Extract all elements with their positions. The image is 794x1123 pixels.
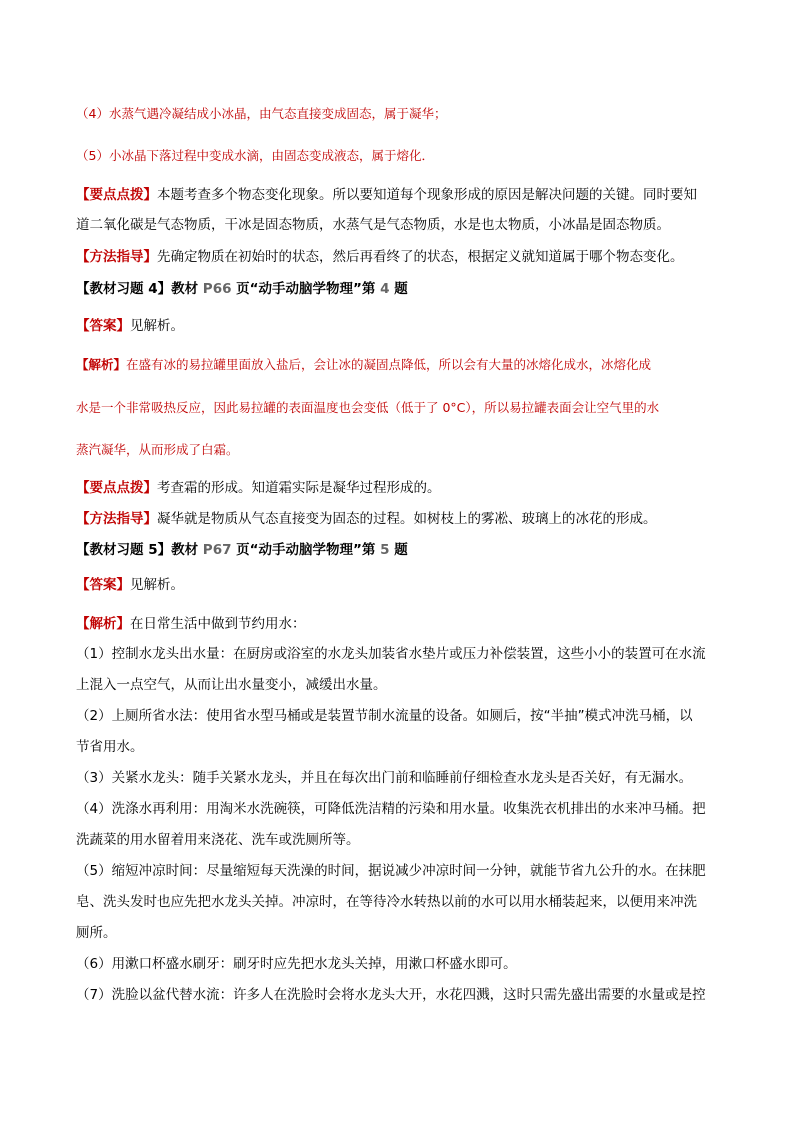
tip-1-text: （1）控制水龙头出水量：在厨房或浴室的水龙头加装省水垫片或压力补偿装置，这些小小的装置可在水流 bbox=[76, 646, 706, 662]
tip-4-text-cont: 洗蔬菜的用水留着用来浇花、洗车或洗厕所等。 bbox=[76, 832, 360, 848]
tip-2-text-cont: 节省用水。 bbox=[76, 739, 144, 755]
answer-item-4-text: （4）水蒸气遇冷凝结成小冰晶，由气态直接变成固态，属于凝华； bbox=[76, 106, 447, 121]
exercise-4-text-c: 题 bbox=[389, 281, 408, 297]
method-guide-1 bbox=[76, 247, 684, 267]
key-points-2 bbox=[76, 478, 441, 498]
exercise-4-text-a: 教材 bbox=[171, 281, 203, 297]
tip-6 bbox=[76, 954, 517, 974]
answer-text: 见解析。 bbox=[130, 318, 184, 334]
exercise-5-header bbox=[76, 540, 408, 560]
analysis-text: 在盛有冰的易拉罐里面放入盐后，会让冰的凝固点降低，所以会有大量的冰熔化成水，冰熔化成 bbox=[126, 357, 652, 372]
tip-1-cont bbox=[76, 675, 387, 695]
key-points-text-2: 考查霜的形成。知道霜实际是凝华过程形成的。 bbox=[157, 480, 441, 496]
tip-2-text: （2）上厕所省水法：使用省水型马桶或是装置节制水流量的设备。如厕后，按“半抽”模式冲洗马桶，以 bbox=[76, 708, 693, 724]
answer-text-2: 见解析。 bbox=[130, 577, 184, 593]
method-guide-text: 先确定物质在初始时的状态，然后再看终了的状态，根据定义就知道属于哪个物态变化。 bbox=[157, 249, 684, 265]
analysis-label: 【解析】 bbox=[76, 357, 127, 372]
exercise-5-number: 5 bbox=[380, 542, 390, 558]
analysis-1-cont bbox=[76, 398, 659, 418]
tip-2-cont bbox=[76, 737, 144, 757]
tip-6-text: （6）用漱口杯盛水刷牙：刷牙时应先把水龙头关掉，用漱口杯盛水即可。 bbox=[76, 956, 517, 972]
exercise-4-label: 【教材习题 4】 bbox=[76, 281, 172, 297]
analysis-1-cont2 bbox=[76, 440, 239, 460]
tip-4 bbox=[76, 799, 706, 819]
tip-5-cont2 bbox=[76, 923, 117, 943]
tip-5-cont bbox=[76, 892, 697, 912]
analysis-1 bbox=[76, 355, 651, 375]
analysis-text-2: 在日常生活中做到节约用水： bbox=[130, 616, 306, 632]
exercise-5-text-b: 页“动手动脑学物理”第 bbox=[231, 542, 381, 558]
key-points-label-2: 【要点点拨】 bbox=[76, 480, 157, 496]
key-points-label: 【要点点拨】 bbox=[76, 187, 157, 203]
tip-7-text: （7）洗脸以盆代替水流：许多人在洗脸时会将水龙头大开，水花四溅，这时只需先盛出需要的水量或是控 bbox=[76, 987, 706, 1003]
method-guide-2 bbox=[76, 509, 657, 529]
key-points-text-cont: 道二氧化碳是气态物质，干冰是固态物质，水蒸气是气态物质，水是也太物质，小冰晶是固态物质。 bbox=[76, 217, 670, 233]
exercise-4-number: 4 bbox=[380, 281, 390, 297]
analysis-2 bbox=[76, 614, 306, 634]
answer-label-2: 【答案】 bbox=[76, 577, 130, 593]
tip-3 bbox=[76, 768, 692, 788]
exercise-5-text-a: 教材 bbox=[171, 542, 203, 558]
answer-2 bbox=[76, 575, 184, 595]
answer-1 bbox=[76, 316, 184, 336]
exercise-5-page-ref: P67 bbox=[202, 542, 232, 558]
answer-item-4 bbox=[76, 104, 446, 124]
tip-7 bbox=[76, 985, 706, 1005]
method-guide-label: 【方法指导】 bbox=[76, 249, 157, 265]
tip-5-text-cont: 皂、洗头发时也应先把水龙头关掉。冲凉时，在等待冷水转热以前的水可以用水桶装起来，以便用来冲洗 bbox=[76, 894, 697, 910]
analysis-text-cont2: 蒸汽凝华，从而形成了白霜。 bbox=[76, 442, 239, 457]
tip-2 bbox=[76, 706, 693, 726]
tip-4-cont bbox=[76, 830, 360, 850]
answer-label: 【答案】 bbox=[76, 318, 130, 334]
tip-5-text-cont2: 厕所。 bbox=[76, 925, 117, 941]
analysis-text-cont: 水是一个非常吸热反应，因此易拉罐的表面温度也会变低（低于了 0°C），所以易拉罐表面会让空气里的水 bbox=[76, 400, 660, 415]
exercise-5-label: 【教材习题 5】 bbox=[76, 542, 172, 558]
key-points-text: 本题考查多个物态变化现象。所以要知道每个现象形成的原因是解决问题的关键。同时要知 bbox=[157, 187, 697, 203]
tip-1 bbox=[76, 644, 706, 664]
exercise-4-page-ref: P66 bbox=[202, 281, 232, 297]
answer-item-5-text: （5）小冰晶下落过程中变成水滴，由固态变成液态，属于熔化． bbox=[76, 148, 434, 163]
method-guide-text-2: 凝华就是物质从气态直接变为固态的过程。如树枝上的雾凇、玻璃上的冰花的形成。 bbox=[157, 511, 657, 527]
tip-4-text: （4）洗涤水再利用：用淘米水洗碗筷，可降低洗洁精的污染和用水量。收集洗衣机排出的水来冲马桶。把 bbox=[76, 801, 706, 817]
exercise-4-header bbox=[76, 279, 408, 299]
tip-5-text: （5）缩短冲凉时间：尽量缩短每天洗澡的时间，据说减少冲凉时间一分钟，就能节省九公升的水。在抹肥 bbox=[76, 863, 706, 879]
analysis-label-2: 【解析】 bbox=[76, 616, 130, 632]
key-points-1 bbox=[76, 185, 697, 205]
exercise-5-text-c: 题 bbox=[389, 542, 408, 558]
tip-5 bbox=[76, 861, 706, 881]
key-points-1-cont bbox=[76, 215, 670, 235]
tip-3-text: （3）关紧水龙头：随手关紧水龙头，并且在每次出门前和临睡前仔细检查水龙头是否关好，有无漏水。 bbox=[76, 770, 693, 786]
tip-1-text-cont: 上混入一点空气，从而让出水量变小，减缓出水量。 bbox=[76, 677, 387, 693]
exercise-4-text-b: 页“动手动脑学物理”第 bbox=[231, 281, 381, 297]
answer-item-5 bbox=[76, 146, 434, 166]
method-guide-label-2: 【方法指导】 bbox=[76, 511, 157, 527]
